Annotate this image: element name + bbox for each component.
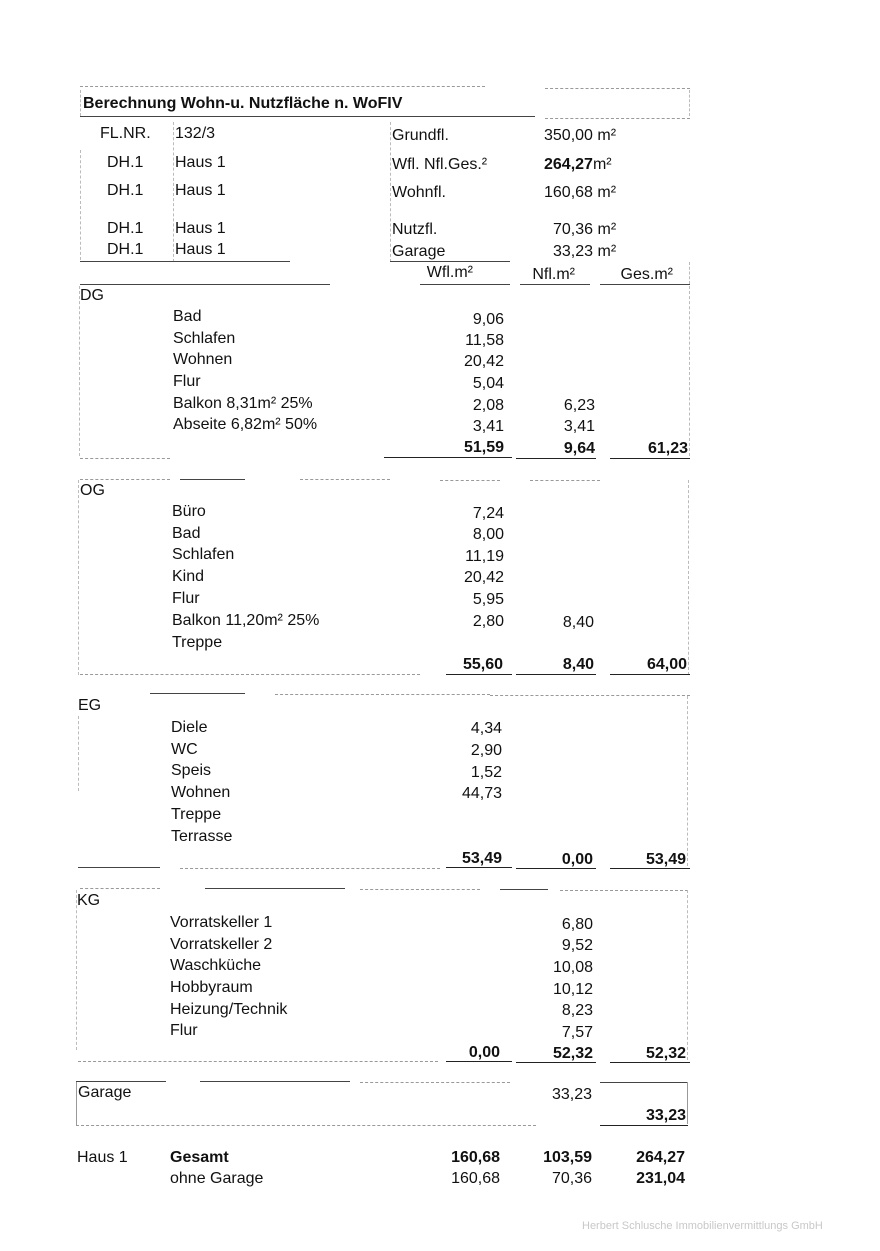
title-underline-right xyxy=(545,118,690,119)
total-underline-ges xyxy=(610,458,690,459)
og-bottom-rule xyxy=(80,674,420,675)
room-label: Vorratskeller 1 xyxy=(170,914,273,931)
section-total-ges: 53,49 xyxy=(645,851,686,868)
total-underline-ges xyxy=(610,674,690,675)
room-label: Wohnen xyxy=(171,784,231,801)
summary-ohne-nfl: 70,36 xyxy=(551,1170,592,1187)
section-title-dg: DG xyxy=(80,287,104,304)
room-wfl: 11,19 xyxy=(465,548,504,565)
room-label: Schlafen xyxy=(173,330,236,347)
eg-top-rule-3 xyxy=(490,695,690,696)
header-haus1-value-4: Haus 1 xyxy=(175,241,226,258)
total-underline-nfl xyxy=(516,1062,596,1063)
column-header-underline-wfl xyxy=(420,284,510,285)
total-underline-ges xyxy=(610,1062,690,1063)
section-total-wfl: 53,49 xyxy=(461,850,502,867)
room-wfl: 7,24 xyxy=(472,505,504,522)
og-top-rule-4 xyxy=(440,480,500,481)
eg-right-border xyxy=(687,696,688,866)
section-total-ges: 61,23 xyxy=(647,440,688,457)
room-wfl: 9,06 xyxy=(472,311,504,328)
eg-bottom-rule-mid xyxy=(180,868,440,869)
room-nfl: 6,80 xyxy=(561,916,593,933)
room-nfl: 9,52 xyxy=(561,937,593,954)
room-label: Flur xyxy=(172,590,200,607)
total-underline-ges xyxy=(610,868,690,869)
room-label: Diele xyxy=(171,719,208,736)
section-title-kg: KG xyxy=(77,892,101,909)
room-label: Speis xyxy=(171,762,212,779)
og-top-rule-5 xyxy=(530,480,600,481)
header-fl-nr-value: 132/3 xyxy=(175,125,216,142)
total-underline-wfl xyxy=(446,867,512,868)
garage-right-border xyxy=(687,1082,688,1124)
room-label: WC xyxy=(171,741,198,758)
header-grundfl-label: Grundfl. xyxy=(392,127,449,144)
column-header-underline-left xyxy=(80,284,330,285)
room-label: Terrasse xyxy=(171,828,233,845)
room-wfl: 5,04 xyxy=(472,375,504,392)
header-right-border xyxy=(689,90,690,116)
room-wfl: 4,34 xyxy=(470,720,502,737)
kg-top-rule-2 xyxy=(205,888,345,889)
header-top-rule-right xyxy=(545,88,690,89)
room-nfl: 8,23 xyxy=(561,1002,593,1019)
room-label: Vorratskeller 2 xyxy=(170,936,273,953)
og-left-border xyxy=(78,480,79,675)
dg-left-border xyxy=(79,286,80,456)
room-nfl: 6,23 xyxy=(563,397,595,414)
room-label: Abseite 6,82m² 50% xyxy=(173,416,318,433)
garage-ges: 33,23 xyxy=(645,1107,686,1124)
summary-house-label: Haus 1 xyxy=(77,1149,128,1166)
garage-bottom-rule xyxy=(76,1125,536,1126)
room-label: Bad xyxy=(172,525,201,542)
page-title: Berechnung Wohn-u. Nutzfläche n. WoFIV xyxy=(83,95,403,112)
section-total-wfl: 55,60 xyxy=(462,656,503,673)
room-wfl: 2,80 xyxy=(472,613,504,630)
room-nfl: 10,08 xyxy=(552,959,593,976)
kg-bottom-rule xyxy=(78,1061,438,1062)
title-underline xyxy=(80,116,535,117)
eg-top-rule-1 xyxy=(150,693,245,694)
header-dh1-label-4: DH.1 xyxy=(107,241,144,258)
room-label: Balkon 11,20m² 25% xyxy=(172,612,320,629)
header-wohnfl-value: 160,68 m² xyxy=(544,184,617,201)
column-header-underline-ges xyxy=(600,284,690,285)
summary-gesamt-wfl: 160,68 xyxy=(451,1149,500,1166)
room-label: Schlafen xyxy=(172,546,235,563)
column-header-nfl: Nfl.m² xyxy=(532,266,575,283)
room-label: Waschküche xyxy=(170,957,261,974)
section-total-nfl: 9,64 xyxy=(563,440,595,457)
room-label: Flur xyxy=(170,1022,198,1039)
header-nutzfl-label: Nutzfl. xyxy=(392,221,438,238)
summary-ohne-wfl: 160,68 xyxy=(451,1170,500,1187)
header-dh1-label-2: DH.1 xyxy=(107,182,144,199)
room-wfl: 11,58 xyxy=(465,332,504,349)
column-header-ges: Ges.m² xyxy=(620,266,673,283)
summary-ohne-ges: 231,04 xyxy=(636,1170,685,1187)
dg-right-border xyxy=(689,286,690,456)
header-top-rule xyxy=(80,86,485,87)
header-bottom-rule-left xyxy=(80,261,290,262)
header-bottom-rule-mid xyxy=(390,261,510,262)
header-dh1-label-1: DH.1 xyxy=(107,154,144,171)
kg-right-border xyxy=(687,890,688,1060)
header-dh1-label-3: DH.1 xyxy=(107,220,144,237)
section-total-ges: 64,00 xyxy=(646,656,687,673)
header-grundfl-value: 350,00 m² xyxy=(544,127,617,144)
garage-top-rule-4 xyxy=(600,1082,688,1083)
kg-top-rule-1 xyxy=(80,888,160,889)
og-top-rule-2 xyxy=(180,479,245,480)
header-left-border xyxy=(80,90,81,116)
section-total-nfl: 8,40 xyxy=(562,656,594,673)
room-label: Treppe xyxy=(172,634,223,651)
header-haus1-value-2: Haus 1 xyxy=(175,182,226,199)
garage-total-underline xyxy=(600,1125,688,1126)
garage-top-rule-3 xyxy=(360,1082,510,1083)
room-nfl: 7,57 xyxy=(561,1024,593,1041)
header-haus1-value-1: Haus 1 xyxy=(175,154,226,171)
dg-bottom-rule xyxy=(80,458,170,459)
room-nfl: 3,41 xyxy=(563,418,595,435)
room-label: Bad xyxy=(173,308,202,325)
section-total-ges: 52,32 xyxy=(645,1045,686,1062)
room-wfl: 8,00 xyxy=(472,526,504,543)
section-total-wfl: 0,00 xyxy=(468,1044,500,1061)
summary-gesamt-nfl: 103,59 xyxy=(543,1149,592,1166)
room-wfl: 5,95 xyxy=(472,591,504,608)
room-wfl: 20,42 xyxy=(463,353,504,370)
section-total-wfl: 51,59 xyxy=(463,439,504,456)
garage-left-border xyxy=(76,1082,77,1126)
section-total-nfl: 52,32 xyxy=(552,1045,593,1062)
room-wfl: 3,41 xyxy=(472,418,504,435)
eg-bottom-rule-left xyxy=(78,867,160,868)
header-left-edge xyxy=(80,150,81,260)
section-title-og: OG xyxy=(80,482,105,499)
og-right-border xyxy=(688,480,689,675)
room-nfl: 8,40 xyxy=(562,614,594,631)
room-label: Hobbyraum xyxy=(170,979,253,996)
garage-label: Garage xyxy=(78,1084,132,1101)
garage-top-rule-2 xyxy=(200,1081,350,1082)
header-wfl-nfl-ges-number: 264,27 xyxy=(544,156,593,173)
header-nutzfl-value: 70,36 m² xyxy=(553,221,617,238)
header-wohnfl-label: Wohnfl. xyxy=(392,184,446,201)
eg-left-border xyxy=(78,716,79,791)
header-wfl-nfl-ges-label: Wfl. Nfl.Ges.² xyxy=(392,156,488,173)
header-wfl-nfl-ges-unit: m² xyxy=(592,156,612,173)
room-nfl: 10,12 xyxy=(552,981,593,998)
total-underline-nfl xyxy=(516,868,596,869)
summary-gesamt-label: Gesamt xyxy=(170,1149,229,1166)
total-underline-nfl xyxy=(516,674,596,675)
room-label: Flur xyxy=(173,373,201,390)
summary-gesamt-ges: 264,27 xyxy=(636,1149,685,1166)
header-fl-nr-label: FL.NR. xyxy=(100,125,151,142)
kg-top-rule-5 xyxy=(560,890,688,891)
header-col-divider-1 xyxy=(173,122,174,262)
header-haus1-value-3: Haus 1 xyxy=(175,220,226,237)
garage-nfl: 33,23 xyxy=(551,1086,592,1103)
header-garage-value: 33,23 m² xyxy=(553,243,617,260)
section-title-eg: EG xyxy=(78,697,102,714)
total-underline-wfl xyxy=(384,457,512,458)
column-header-right-edge xyxy=(689,262,690,284)
column-header-wfl: Wfl.m² xyxy=(426,264,473,281)
room-wfl: 1,52 xyxy=(470,764,502,781)
room-label: Balkon 8,31m² 25% xyxy=(173,395,313,412)
room-label: Kind xyxy=(172,568,205,585)
column-header-underline-nfl xyxy=(520,284,590,285)
og-top-rule-1 xyxy=(80,479,170,480)
header-garage-label: Garage xyxy=(392,243,446,260)
room-wfl: 2,08 xyxy=(472,397,504,414)
header-col-divider-2 xyxy=(390,122,391,262)
room-label: Treppe xyxy=(171,806,222,823)
eg-top-rule-2 xyxy=(275,694,490,695)
room-label: Büro xyxy=(172,503,206,520)
room-wfl: 44,73 xyxy=(461,785,502,802)
room-label: Wohnen xyxy=(173,351,233,368)
section-total-nfl: 0,00 xyxy=(561,851,593,868)
room-wfl: 20,42 xyxy=(463,569,504,586)
summary-ohne-label: ohne Garage xyxy=(170,1170,264,1187)
header-wfl-nfl-ges-value xyxy=(544,155,612,175)
footer-watermark: Herbert Schlusche Immobilienvermittlungs GmbH xyxy=(582,1220,823,1232)
garage-top-rule-1 xyxy=(76,1081,166,1082)
room-wfl: 2,90 xyxy=(470,742,502,759)
total-underline-wfl xyxy=(446,674,512,675)
kg-top-rule-3 xyxy=(360,889,480,890)
total-underline-wfl xyxy=(446,1061,512,1062)
total-underline-nfl xyxy=(516,458,596,459)
kg-left-border xyxy=(76,890,77,1050)
kg-top-rule-4 xyxy=(500,889,548,890)
og-top-rule-3 xyxy=(300,479,390,480)
room-label: Heizung/Technik xyxy=(170,1001,288,1018)
